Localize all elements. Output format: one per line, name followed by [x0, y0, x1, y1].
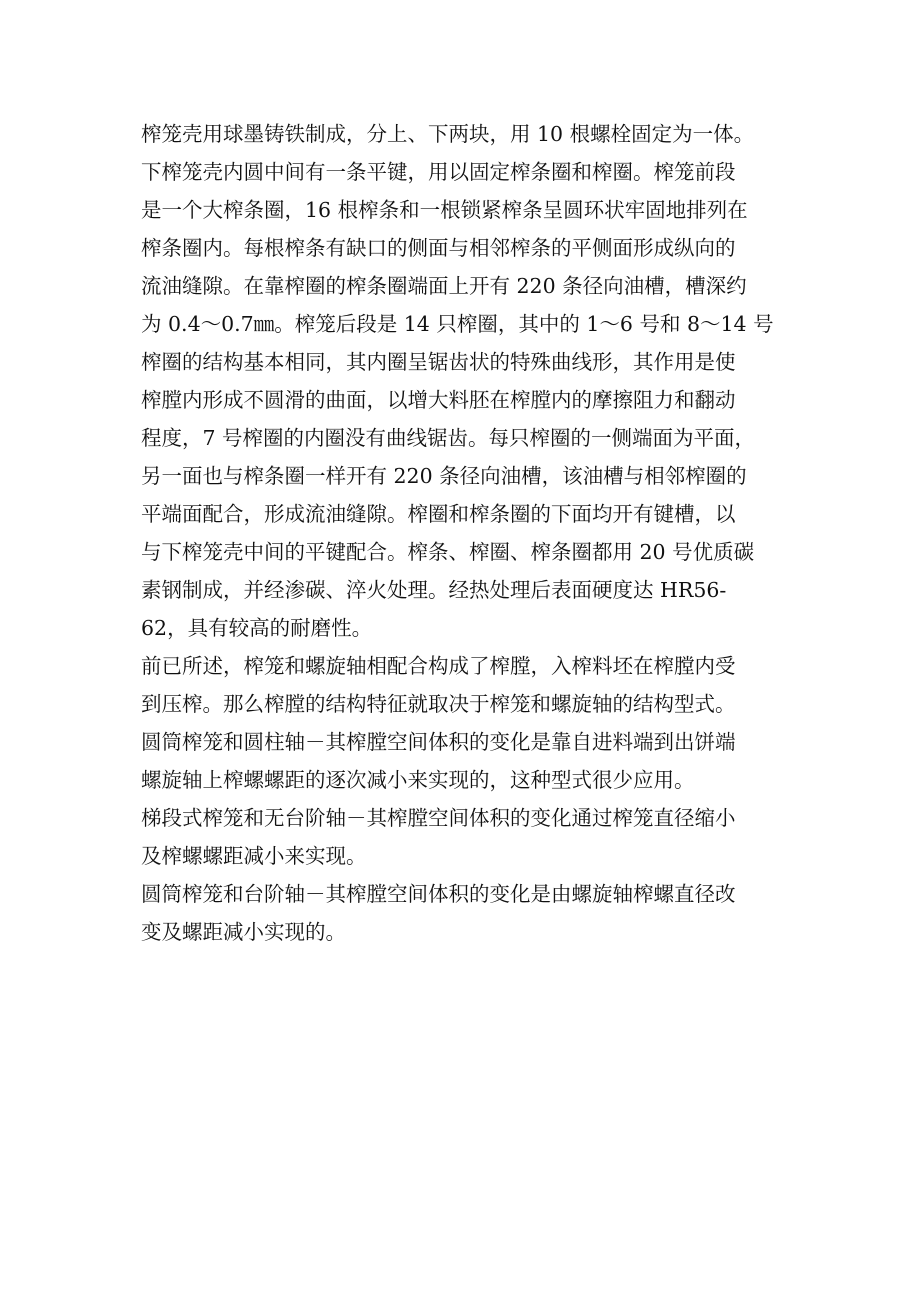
text-line: 及榨螺螺距减小来实现。 [141, 844, 367, 868]
text-line: 到压榨。那么榨膛的结构特征就取决于榨笼和螺旋轴的结构型式。 [141, 692, 736, 716]
text-line: 榨膛内形成不圆滑的曲面，以增大料胚在榨膛内的摩擦阻力和翻动 [141, 388, 736, 412]
text-line: 榨圈的结构基本相同，其内圈呈锯齿状的特殊曲线形，其作用是使 [141, 350, 736, 374]
text-line: 榨笼壳用球墨铸铁制成，分上、下两块，用 10 根螺栓固定为一体。 [141, 122, 755, 146]
text-line: 平端面配合，形成流油缝隙。榨圈和榨条圈的下面均开有键槽，以 [141, 502, 736, 526]
text-line: 是一个大榨条圈，16 根榨条和一根锁紧榨条呈圆环状牢固地排列在 [141, 198, 748, 222]
text-line: 下榨笼壳内圆中间有一条平键，用以固定榨条圈和榨圈。榨笼前段 [141, 160, 736, 184]
text-line: 榨条圈内。每根榨条有缺口的侧面与相邻榨条的平侧面形成纵向的 [141, 236, 736, 260]
document-body [141, 115, 781, 951]
text-line: 变及螺距减小实现的。 [141, 920, 346, 944]
text-line: 螺旋轴上榨螺螺距的逐次减小来实现的，这种型式很少应用。 [141, 768, 695, 792]
text-line: 流油缝隙。在靠榨圈的榨条圈端面上开有 220 条径向油槽，槽深约 [141, 274, 747, 298]
text-line: 为 0.4～0.7㎜。榨笼后段是 14 只榨圈，其中的 1～6 号和 8～14 号 [141, 312, 774, 336]
text-line: 另一面也与榨条圈一样开有 220 条径向油槽，该油槽与相邻榨圈的 [141, 464, 747, 488]
text-line: 62，具有较高的耐磨性。 [141, 616, 373, 640]
text-line: 圆筒榨笼和圆柱轴－其榨膛空间体积的变化是靠自进料端到出饼端 [141, 730, 736, 754]
text-line: 与下榨笼壳中间的平键配合。榨条、榨圈、榨条圈都用 20 号优质碳 [141, 540, 755, 564]
text-line: 程度，7 号榨圈的内圈没有曲线锯齿。每只榨圈的一侧端面为平面， [141, 426, 756, 450]
text-line: 前已所述，榨笼和螺旋轴相配合构成了榨膛，入榨料坯在榨膛内受 [141, 654, 736, 678]
text-line: 梯段式榨笼和无台阶轴－其榨膛空间体积的变化通过榨笼直径缩小 [141, 806, 736, 830]
text-line: 素钢制成，并经渗碳、淬火处理。经热处理后表面硬度达 HR56- [141, 578, 727, 602]
text-line: 圆筒榨笼和台阶轴－其榨膛空间体积的变化是由螺旋轴榨螺直径改 [141, 882, 736, 906]
